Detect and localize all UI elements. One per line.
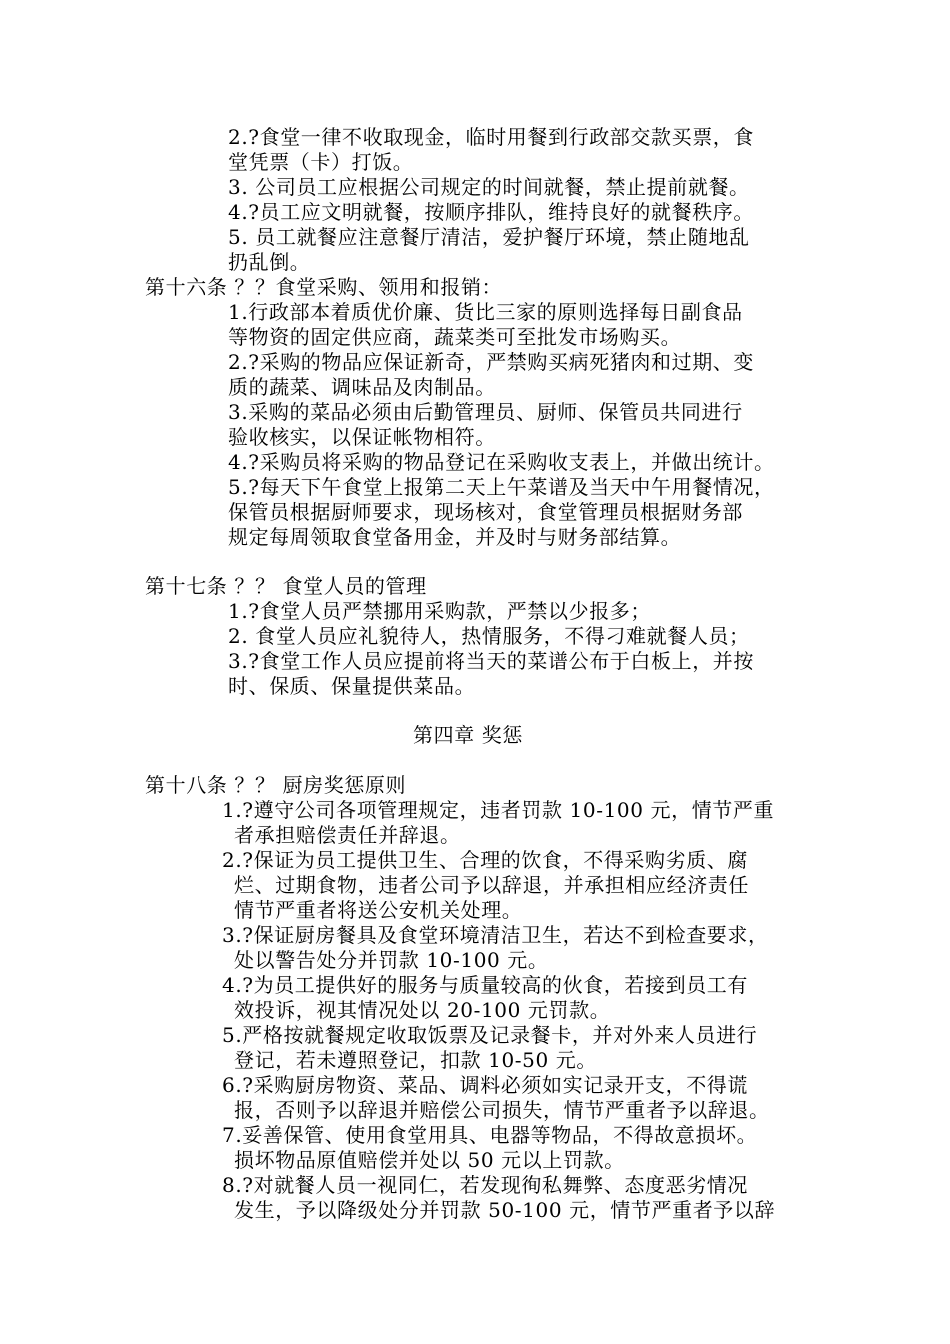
chapter-title: 第四章 奖惩 xyxy=(413,723,523,747)
list-item-line: 3.?保证厨房餐具及食堂环境清洁卫生，若达不到检查要求， xyxy=(222,923,769,947)
list-item-line: 5.严格按就餐规定收取饭票及记录餐卡，并对外来人员进行 xyxy=(222,1023,758,1047)
list-item-line: 1.行政部本着质优价廉、货比三家的原则选择每日副食品 xyxy=(228,300,743,324)
list-item-line: 2.?保证为员工提供卫生、合理的饮食，不得采购劣质、腐 xyxy=(222,848,749,872)
list-item-line: 5.?每天下午食堂上报第二天上午菜谱及当天中午用餐情况， xyxy=(228,475,775,499)
list-item-line: 4.?员工应文明就餐，按顺序排队，维持良好的就餐秩序。 xyxy=(228,200,755,224)
list-item-line: 者承担赔偿责任并辞退。 xyxy=(234,823,461,847)
list-item-line: 处以警告处分并罚款 10-100 元。 xyxy=(234,948,549,972)
list-item-line: 质的蔬菜、调味品及肉制品。 xyxy=(228,375,496,399)
list-item-line: 等物资的固定供应商，蔬菜类可至批发市场购买。 xyxy=(228,325,682,349)
list-item-line: 规定每周领取食堂备用金，并及时与财务部结算。 xyxy=(228,525,682,549)
list-item-line: 4.?为员工提供好的服务与质量较高的伙食，若接到员工有 xyxy=(222,973,749,997)
article-heading: 第十八条 ？？ 厨房奖惩原则 xyxy=(145,773,407,797)
list-item-line: 1.?食堂人员严禁挪用采购款，严禁以少报多； xyxy=(228,599,652,623)
list-item-line: 7.妥善保管、使用食堂用具、电器等物品，不得故意损坏。 xyxy=(222,1123,758,1147)
list-item-line: 烂、过期食物，违者公司予以辞退，并承担相应经济责任 xyxy=(234,873,749,897)
article-heading: 第十七条 ？？ 食堂人员的管理 xyxy=(145,574,427,598)
list-item-line: 堂凭票（卡）打饭。 xyxy=(228,150,414,174)
list-item-line: 8.?对就餐人员一视同仁，若发现徇私舞弊、态度恶劣情况 xyxy=(222,1173,749,1197)
list-item-line: 4.?采购员将采购的物品登记在采购收支表上，并做出统计。 xyxy=(228,450,775,474)
list-item-line: 保管员根据厨师要求，现场核对，食堂管理员根据财务部 xyxy=(228,500,743,524)
article-heading: 第十六条 ？？食堂采购、领用和报销： xyxy=(145,275,503,299)
list-item-line: 效投诉，视其情况处以 20-100 元罚款。 xyxy=(234,998,611,1022)
list-item-line: 3. 公司员工应根据公司规定的时间就餐，禁止提前就餐。 xyxy=(228,175,750,199)
list-item-line: 报，否则予以辞退并赔偿公司损失，情节严重者予以辞退。 xyxy=(234,1098,770,1122)
list-item-line: 损坏物品原值赔偿并处以 50 元以上罚款。 xyxy=(234,1148,625,1172)
list-item-line: 情节严重者将送公安机关处理。 xyxy=(234,898,523,922)
list-item-line: 验收核实，以保证帐物相符。 xyxy=(228,425,496,449)
list-item-line: 发生，予以降级处分并罚款 50-100 元，情节严重者予以辞 xyxy=(234,1198,776,1222)
list-item-line: 登记，若未遵照登记，扣款 10-50 元。 xyxy=(234,1048,597,1072)
list-item-line: 6.?采购厨房物资、菜品、调料必须如实记录开支，不得谎 xyxy=(222,1073,749,1097)
list-item-line: 3.?食堂工作人员应提前将当天的菜谱公布于白板上，并按 xyxy=(228,649,755,673)
list-item-line: 2. 食堂人员应礼貌待人，热情服务，不得刁难就餐人员； xyxy=(228,624,750,648)
list-item-line: 2.?食堂一律不收取现金，临时用餐到行政部交款买票，食 xyxy=(228,125,755,149)
list-item-line: 2.?采购的物品应保证新奇，严禁购买病死猪肉和过期、变 xyxy=(228,350,755,374)
list-item-line: 5. 员工就餐应注意餐厅清洁，爱护餐厅环境，禁止随地乱 xyxy=(228,225,750,249)
list-item-line: 时、保质、保量提供菜品。 xyxy=(228,674,476,698)
list-item-line: 3.采购的菜品必须由后勤管理员、厨师、保管员共同进行 xyxy=(228,400,743,424)
list-item-line: 1.?遵守公司各项管理规定，违者罚款 10-100 元，情节严重 xyxy=(222,798,775,822)
list-item-line: 扔乱倒。 xyxy=(228,250,311,274)
